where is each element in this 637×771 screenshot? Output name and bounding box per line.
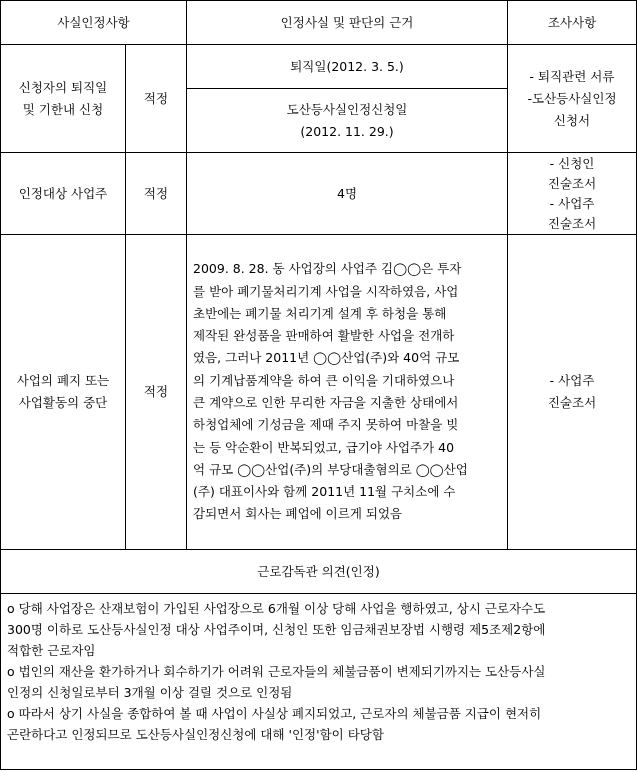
label-line: 사업의 폐지 또는 bbox=[16, 373, 110, 388]
investigation-line: 신청서 bbox=[553, 112, 591, 128]
narrative-line: 제작된 완성품을 판매하여 활발한 사업을 전개하 bbox=[193, 328, 455, 344]
narrative-line: 하청업체에 기성금을 제때 주지 못하여 마찰을 빚 bbox=[193, 417, 459, 433]
label-line: 및 기한내 신청 bbox=[22, 101, 104, 117]
opinion-line: 곤란하다고 인정되므로 도산등사실인정신청에 대해 '인정'함이 타당함 bbox=[7, 727, 384, 742]
opinion-title-row bbox=[1, 550, 637, 594]
investigation-line: - 사업주 bbox=[549, 195, 595, 211]
status-text: 적정 bbox=[143, 384, 169, 399]
narrative-line: 2009. 8. 28. 동 사업장의 사업주 김◯◯은 투자 bbox=[193, 261, 462, 277]
row-closure-status bbox=[126, 235, 187, 550]
status-text: 적정 bbox=[143, 185, 169, 201]
header-facts-label: 사실인정사항 bbox=[57, 14, 130, 30]
narrative-line: 감되면서 회사는 폐업에 이르게 되었음 bbox=[193, 506, 403, 522]
narrative-line: (주) 대표이사와 함께 2011년 11월 구치소에 수 bbox=[193, 484, 456, 500]
row-employer-label bbox=[1, 153, 126, 235]
header-grounds-label: 인정사실 및 판단의 근거 bbox=[280, 14, 414, 30]
row-retirement bbox=[1, 45, 637, 89]
opinion-line: 적합한 근로자임 bbox=[7, 643, 96, 658]
retirement-date-text: 퇴직일(2012. 3. 5.) bbox=[290, 58, 404, 74]
label-text: 인정대상 사업주 bbox=[18, 185, 108, 201]
opinion-body-row bbox=[1, 594, 637, 770]
application-date-line: (2012. 11. 29.) bbox=[300, 123, 394, 139]
narrative-line: 의 기계납품계약을 하여 큰 이익을 기대하였으나 bbox=[193, 372, 455, 388]
row-employer bbox=[1, 153, 637, 235]
header-grounds bbox=[187, 1, 508, 45]
row-employer-investigation bbox=[508, 153, 637, 235]
application-date-line: 도산등사실인정신청일 bbox=[286, 101, 408, 117]
label-line: 신청자의 퇴직일 bbox=[18, 79, 108, 95]
investigation-line: 진술조서 bbox=[547, 395, 597, 410]
narrative-line: 는 등 악순환이 반복되었고, 급기야 사업주가 40 bbox=[193, 439, 455, 455]
opinion-line: o 법인의 재산을 환가하거나 회수하기가 어려워 근로자들의 체불금품이 변제되기까지는 도산등사실 bbox=[7, 664, 546, 679]
employer-count-text: 4명 bbox=[337, 185, 358, 201]
row-retirement-label bbox=[1, 45, 126, 153]
header-investigation bbox=[508, 1, 637, 45]
investigation-line: - 퇴직관련 서류 bbox=[529, 68, 615, 84]
row-retirement-investigation bbox=[508, 45, 637, 153]
retirement-date bbox=[187, 45, 508, 89]
narrative-line: 초반에는 폐기물 처리기계 설계 후 하청을 통해 bbox=[193, 305, 447, 321]
employer-count bbox=[187, 153, 508, 235]
narrative-line: 를 받아 폐기물처리기계 사업을 시작하였음, 사업 bbox=[193, 283, 459, 299]
opinion-line: o 당해 사업장은 산재보험이 가입된 사업장으로 6개월 이상 당해 사업을 행하였고, 상시 근로자수도 bbox=[7, 601, 546, 616]
header-investigation-label: 조사사항 bbox=[547, 14, 597, 30]
opinion-paragraphs bbox=[1, 594, 636, 749]
opinion-line: 300명 이하로 도산등사실인정 대상 사업주이며, 신청인 또한 임금채권보장법 시행령 제5조제2항에 bbox=[7, 622, 546, 637]
row-retirement-status bbox=[126, 45, 187, 153]
row-business-closure bbox=[1, 235, 637, 550]
investigation-line: - 사업주 bbox=[549, 373, 595, 388]
header-row bbox=[1, 1, 637, 45]
row-closure-label bbox=[1, 235, 126, 550]
narrative-line: 억 규모 ◯◯산업(주)의 부당대출혐의로 ◯◯산업 bbox=[193, 461, 468, 477]
opinion-line: o 따라서 상기 사실을 종합하여 볼 때 사업이 사실상 폐지되었고, 근로자의 체불금품 지급이 현저히 bbox=[7, 706, 542, 721]
investigation-line: 진술조서 bbox=[547, 215, 597, 231]
investigation-line: - 신청인 bbox=[549, 155, 595, 171]
application-date bbox=[187, 89, 508, 153]
investigation-line: 진술조서 bbox=[547, 175, 597, 191]
narrative-line: 큰 계약으로 인한 무리한 자금을 지출한 상태에서 bbox=[193, 395, 459, 410]
closure-narrative bbox=[187, 235, 508, 550]
label-line: 사업활동의 중단 bbox=[18, 395, 108, 410]
row-closure-investigation bbox=[508, 235, 637, 550]
opinion-line: 인정의 신청일로부터 3개월 이상 걸릴 것으로 인정됨 bbox=[7, 685, 293, 700]
opinion-title-text: 근로감독관 의견(인정) bbox=[257, 563, 380, 579]
investigation-line: -도산등사실인정 bbox=[527, 90, 617, 106]
status-text: 적정 bbox=[143, 90, 169, 106]
row-employer-status bbox=[126, 153, 187, 235]
header-facts bbox=[1, 1, 187, 45]
narrative-line: 였음, 그러나 2011년 ◯◯산업(주)와 40억 규모 bbox=[193, 350, 460, 366]
opinion-body bbox=[1, 594, 637, 770]
opinion-title bbox=[1, 550, 637, 594]
